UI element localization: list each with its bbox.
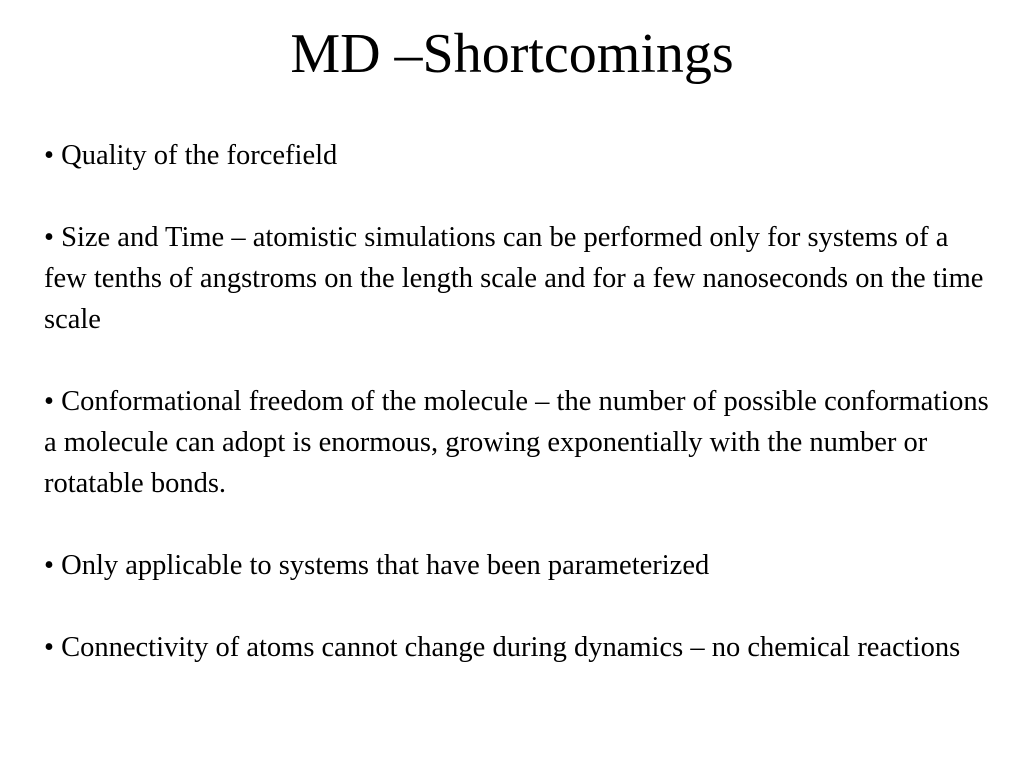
bullet-marker: •: [44, 386, 54, 417]
bullet-marker: •: [44, 222, 54, 253]
bullet-item-forcefield: [44, 135, 994, 176]
bullet-item-size-time: [44, 217, 994, 340]
bullet-item-parameterized: [44, 545, 994, 586]
bullet-marker: •: [44, 550, 54, 581]
bullet-text: Size and Time – atomistic simulations can be performed only for systems of a few tenths of angstroms on the length scale and for a few nanoseconds on the time scale: [44, 222, 984, 335]
bullet-text: Only applicable to systems that have been parameterized: [61, 550, 710, 581]
bullet-marker: •: [44, 140, 54, 171]
bullet-list: [44, 135, 994, 668]
bullet-text: Conformational freedom of the molecule – the number of possible conformations a molecule can adopt is enormous, growing exponentially with the number or rotatable bonds.: [44, 386, 989, 499]
bullet-text: Connectivity of atoms cannot change during dynamics – no chemical reactions: [61, 632, 961, 663]
bullet-text: Quality of the forcefield: [61, 140, 338, 171]
slide-title: MD –Shortcomings: [290, 23, 734, 85]
bullet-marker: •: [44, 632, 54, 663]
bullet-item-connectivity: [44, 627, 994, 668]
bullet-item-conformational-freedom: [44, 381, 994, 504]
